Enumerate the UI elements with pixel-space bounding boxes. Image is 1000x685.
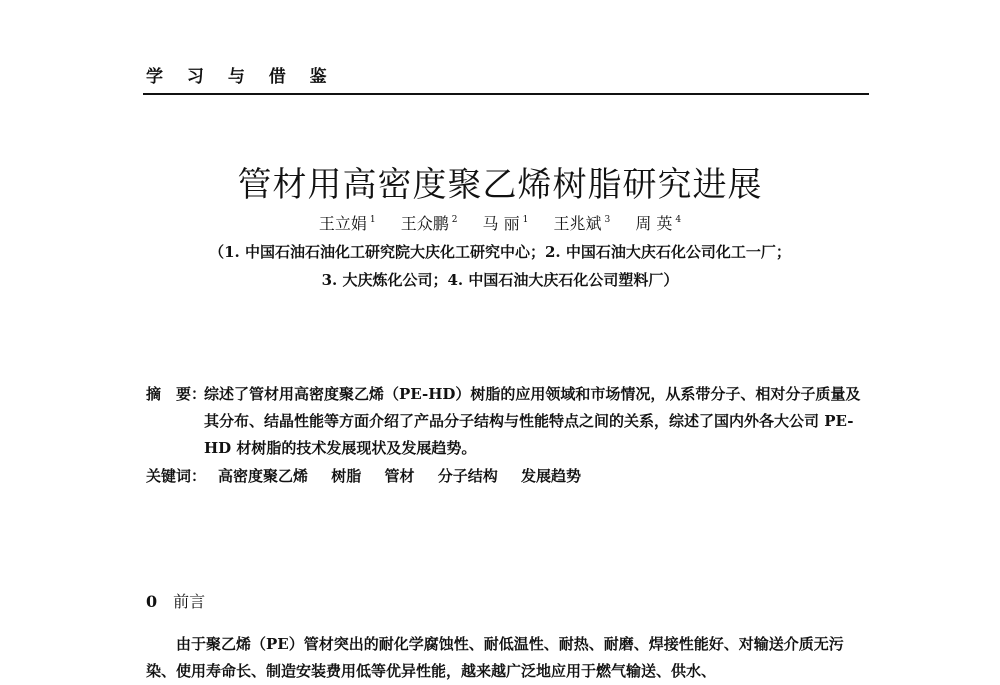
keyword-list (218, 465, 599, 486)
section-number: 0 (146, 592, 158, 611)
keywords-label: 关键词： (146, 467, 207, 485)
keyword: 高密度聚乙烯 (218, 467, 309, 485)
author-1: 王立娟 $^1$ (318, 214, 376, 233)
author-3: 马 丽 $^1$ (482, 214, 529, 233)
affiliation-line-2: 3. 大庆炼化公司；4. 中国石油大庆石化公司塑料厂） (321, 271, 679, 289)
article-title: 管材用高密度聚乙烯树脂研究进展 (237, 165, 763, 205)
abstract-text: 综述了管材用高密度聚乙烯（PE-HD）树脂的应用领域和市场情况，从系带分子、相对分子质量及其分布、结晶性能等方面介绍了产品分子结构与性能特点之间的关系，综述了国内外各大公司 PE-HD 材树脂的技术发展现状及发展趋势。 (204, 385, 861, 457)
affiliation-line-1: （1. 中国石油石油化工研究院大庆化工研究中心；2. 中国石油大庆石化公司化工一厂； (209, 243, 791, 261)
author-list (0, 211, 1000, 234)
section-heading-introduction (146, 589, 205, 612)
keyword: 管材 (384, 467, 415, 485)
header-divider (143, 93, 869, 95)
abstract-label: 摘 要： (146, 385, 207, 403)
introduction-paragraph: 由于聚乙烯（PE）管材突出的耐化学腐蚀性、耐低温性、耐热、耐磨、焊接性能好、对输送介质无污染、使用寿命长、制造安装费用低等优异性能，越来越广泛地应用于燃气输送、供水、 (146, 635, 844, 680)
author-4: 王兆斌 $^3$ (553, 214, 611, 233)
journal-section-label: 学 习 与 借 鉴 (146, 67, 336, 87)
section-title: 前言 (173, 592, 206, 611)
keyword: 分子结构 (437, 467, 498, 485)
keyword: 发展趋势 (521, 467, 582, 485)
author-5: 周 英 $^4$ (635, 214, 682, 233)
keyword: 树脂 (331, 467, 362, 485)
author-2: 王众鹏 $^2$ (400, 214, 458, 233)
